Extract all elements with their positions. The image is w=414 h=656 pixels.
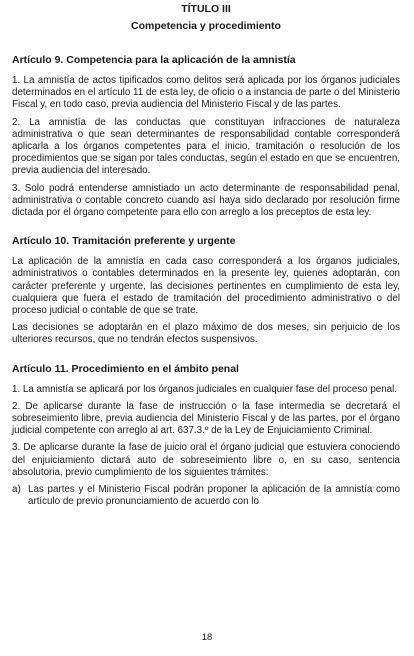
page-number: 18 [201,632,213,643]
list-marker: a) [12,484,21,496]
article-9 [12,54,400,219]
article-11-heading: Artículo 11. Procedimiento en el ámbito penal [12,362,239,375]
article-11 [12,363,400,509]
article-10-paragraph-1: La aplicación de la amnistía en cada caso corresponderá a los órganos judiciales, administrativos o contables determinados en la presente ley, quienes adoptarán, con carácter preferente y urgente, las decisiones pertinentes en cumplimiento de esta ley, cualquiera que fuera el estado de tramitación del procedimiento administrativo o del proceso judicial o contable de que se trate. [12,256,400,317]
article-11-paragraph-1: 1. La amnistía se aplicará por los órganos judiciales en cualquier fase del proceso penal. [12,383,398,395]
article-10-heading: Artículo 10. Tramitación preferente y urgente [12,235,236,248]
article-11-list-item-a [12,484,400,508]
article-11-paragraph-2: 2. De aplicarse durante la fase de instrucción o la fase intermedia se decretará el sobreseimiento libre, previa audiencia del Ministerio Fiscal y de las partes, por el órgano judicial competente con arreglo al art. 637.3.º de la Ley de Enjuiciamiento Criminal. [12,400,400,437]
article-10-paragraph-2: Las decisiones se adoptarán en el plazo máximo de dos meses, sin perjuicio de los ulteriores recursos, que no tendrán efectos suspensivos. [12,322,400,346]
article-9-paragraph-2: 2. La amnistía de las conductas que constituyan infracciones de naturaleza administrativa o que sean determinantes de responsabilidad contable corresponderá aplicarla a los órganos competentes para el inicio, tramitación o resolución de los procedimientos que se sigan por tales conductas, según el estado en que se encuentren, previa audiencia del interesado. [12,116,400,177]
title-heading: TÍTULO III [181,3,231,15]
article-9-heading: Artículo 9. Competencia para la aplicación de la amnistía [12,54,296,66]
article-9-paragraph-1: 1. La amnistía de actos tipificados como delitos será aplicada por los órganos judiciales determinados en el artículo 11 de esta ley, de oficio o a instancia de parte o del Ministerio Fiscal y, en todo caso, previa audiencia del Ministerio Fiscal y de las partes. [12,75,400,111]
list-item-text: Las partes y el Ministerio Fiscal podrán proponer la aplicación de la amnistía como artículo de previo pronunciamiento de acuerdo con lo [28,484,400,508]
subtitle-heading: Competencia y procedimiento [131,20,281,32]
article-10 [12,235,400,346]
article-9-paragraph-3: 3. Solo podrá entenderse amnistiado un acto determinante de responsabilidad penal, administrativa o contable concreto cuando así haya sido declarado por resolución firme dictada por el órgano competente para ello con arreglo a los preceptos de esta ley. [12,182,400,219]
article-11-paragraph-3: 3. De aplicarse durante la fase de juicio oral el órgano judicial que estuviera conociendo del enjuiciamiento dictará auto de sobreseimiento libre o, en su caso, sentencia absolutoria, previo cumplimiento de los siguientes trámites: [12,442,400,478]
